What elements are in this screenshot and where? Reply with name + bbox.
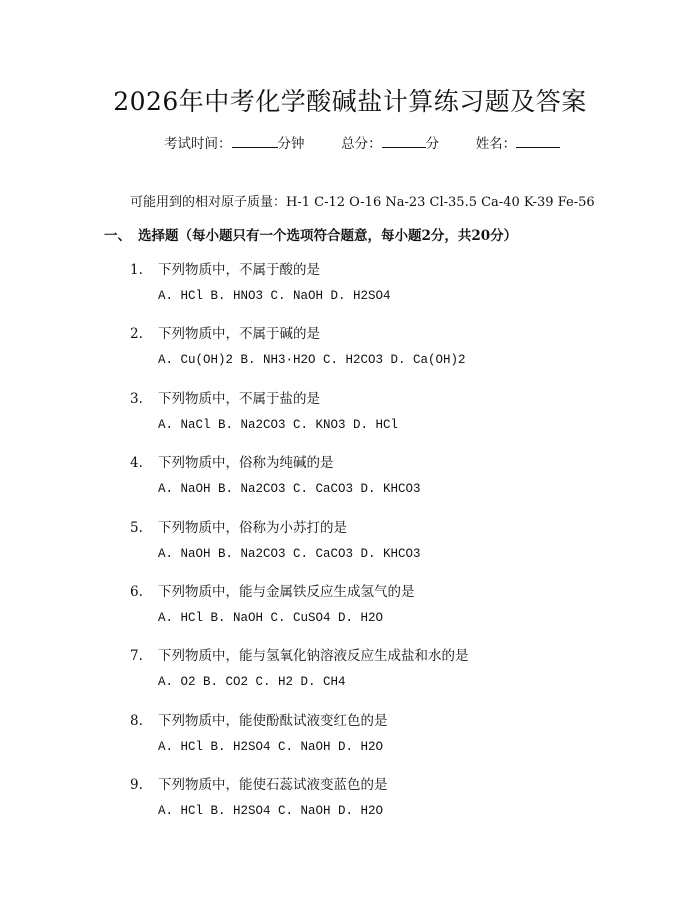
question-number: 6.: [130, 583, 143, 600]
time-unit: 分钟: [277, 136, 305, 152]
name-label: 姓名：: [475, 136, 517, 152]
question-options: A. NaOH B. Na2CO3 C. CaCO3 D. KHCO3: [158, 546, 421, 561]
question-item: [0, 387, 700, 451]
question-text: 下列物质中，不属于碱的是: [158, 326, 320, 343]
question-number: 3.: [130, 390, 143, 407]
question-options: A. O2 B. CO2 C. H2 D. CH4: [158, 675, 346, 690]
question-stem: [130, 709, 388, 729]
question-options: A. NaOH B. Na2CO3 C. CaCO3 D. KHCO3: [158, 482, 421, 497]
question-stem: [130, 322, 320, 342]
score-blank: [382, 133, 426, 148]
question-text: 下列物质中，能与氢氧化钠溶液反应生成盐和水的是: [158, 648, 469, 665]
question-number: 8.: [130, 712, 143, 729]
question-stem: [130, 258, 320, 278]
question-item: [0, 773, 700, 837]
name-blank: [516, 133, 560, 148]
question-options: A. HCl B. NaOH C. CuSO4 D. H2O: [158, 610, 384, 625]
question-number: 9.: [130, 777, 143, 794]
question-stem: [130, 387, 320, 407]
question-item: [0, 451, 700, 515]
score-label: 总分：: [341, 136, 382, 152]
question-text: 下列物质中，不属于盐的是: [158, 390, 320, 407]
question-stem: [130, 773, 388, 793]
question-number: 2.: [130, 326, 143, 343]
section-heading: [104, 224, 517, 244]
exam-meta-line: [164, 132, 560, 152]
question-item: [0, 322, 700, 386]
document-title: 2026年中考化学酸碱盐计算练习题及答案: [113, 87, 587, 116]
question-text: 下列物质中，能使酚酞试液变红色的是: [158, 712, 388, 729]
question-number: 5.: [130, 519, 143, 536]
question-number: 4.: [130, 455, 143, 472]
question-stem: [130, 516, 347, 536]
score-unit: 分: [425, 136, 440, 152]
atomic-masses-line: 可能用到的相对原子质量：H-1 C-12 O-16 Na-23 Cl-35.5 Ca-40 K-39 Fe-56: [130, 195, 595, 210]
question-text: 下列物质中，俗称为纯碱的是: [158, 455, 334, 472]
question-options: A. HCl B. H2SO4 C. NaOH D. H2O: [158, 739, 384, 754]
question-number: 7.: [130, 648, 143, 665]
section-title: 选择题（每小题只有一个选项符合题意，每小题2分，共20分）: [138, 228, 518, 244]
question-text: 下列物质中，不属于酸的是: [158, 262, 320, 278]
question-item: [0, 709, 700, 773]
question-item: [0, 258, 700, 322]
time-blank: [232, 133, 278, 148]
question-item: [0, 644, 700, 708]
question-text: 下列物质中，能与金属铁反应生成氢气的是: [158, 583, 415, 600]
question-item: [0, 580, 700, 644]
question-stem: [130, 644, 469, 664]
question-stem: [130, 580, 415, 600]
question-text: 下列物质中，俗称为小苏打的是: [158, 519, 347, 536]
question-list: [0, 258, 700, 838]
question-stem: [130, 451, 334, 471]
question-options: A. Cu(OH)2 B. NH3·H2O C. H2CO3 D. Ca(OH)2: [158, 353, 466, 368]
question-options: A. NaCl B. Na2CO3 C. KNO3 D. HCl: [158, 417, 399, 432]
question-options: A. HCl B. H2SO4 C. NaOH D. H2O: [158, 804, 384, 819]
question-item: [0, 516, 700, 580]
question-number: 1.: [130, 262, 143, 278]
question-options: A. HCl B. HNO3 C. NaOH D. H2SO4: [158, 289, 391, 303]
question-text: 下列物质中，能使石蕊试液变蓝色的是: [158, 777, 388, 794]
section-number: 一、: [104, 228, 131, 244]
time-label: 考试时间：: [164, 136, 232, 152]
